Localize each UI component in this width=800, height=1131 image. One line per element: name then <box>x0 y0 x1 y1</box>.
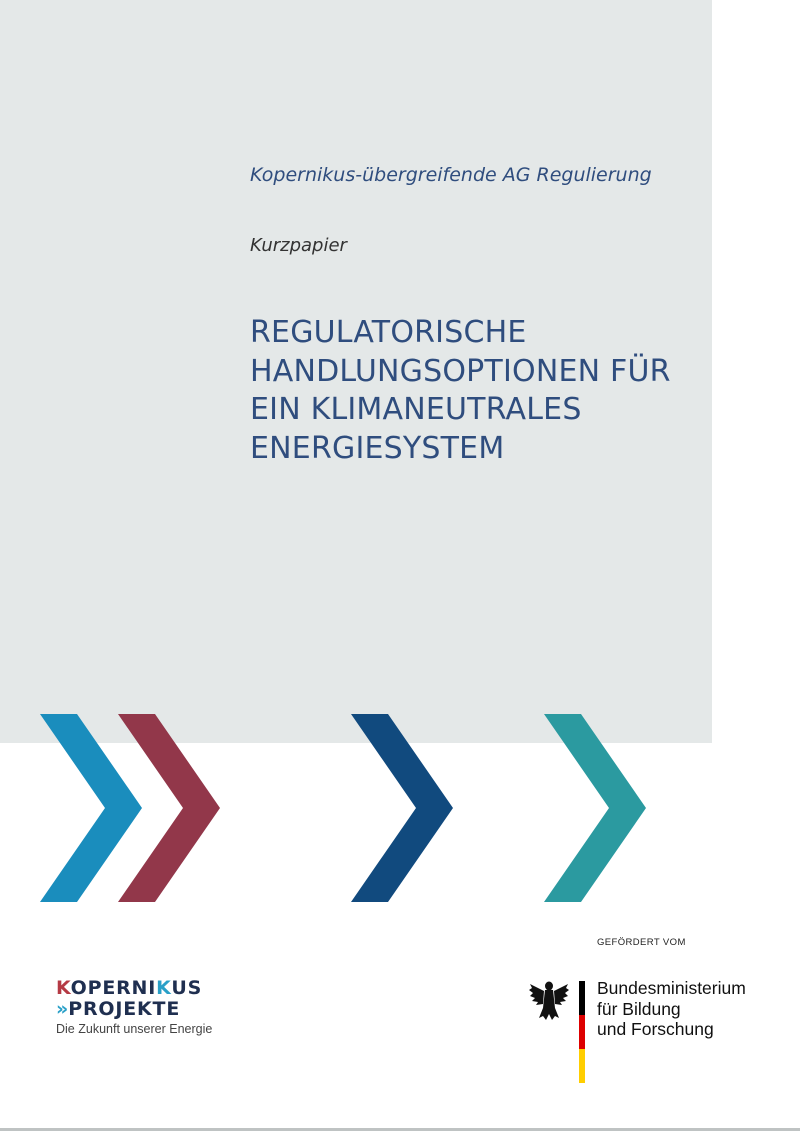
ministry-line: für Bildung <box>597 998 681 1019</box>
logo-line-kopernikus: KOPERNIKUS <box>56 977 203 999</box>
working-group-subtitle: Kopernikus-übergreifende AG Regulierung <box>250 164 652 186</box>
federal-eagle-icon <box>528 978 570 1022</box>
kopernikus-projekte-logo <box>56 978 212 1036</box>
title-line: HANDLUNGSOPTIONEN FÜR <box>250 353 671 389</box>
chevron-teal-icon <box>544 714 646 902</box>
title-line: REGULATORISCHE <box>250 315 527 350</box>
ministry-line: und Forschung <box>597 1019 714 1039</box>
chevron-blue-icon <box>40 714 142 902</box>
logo-line-projekte: » PROJEKTE <box>56 998 181 1020</box>
title-line: EIN KLIMANEUTRALES <box>250 392 582 427</box>
ministry-name <box>597 978 746 1040</box>
flag-stripe-gold <box>579 1049 585 1083</box>
flag-stripe-black <box>579 981 585 1015</box>
document-title <box>250 314 700 468</box>
chevron-decoration <box>0 714 800 904</box>
funding-label: GEFÖRDERT VOM <box>597 937 686 948</box>
document-type: Kurzpapier <box>250 235 347 256</box>
logo-tagline: Die Zukunft unserer Energie <box>56 1022 213 1036</box>
flag-stripe-red <box>579 1015 585 1049</box>
title-line: ENERGIESYSTEM <box>250 430 505 466</box>
ministry-line: Bundesministerium <box>597 978 746 998</box>
chevron-navy-icon <box>351 714 453 902</box>
german-flag-bar <box>579 981 585 1083</box>
